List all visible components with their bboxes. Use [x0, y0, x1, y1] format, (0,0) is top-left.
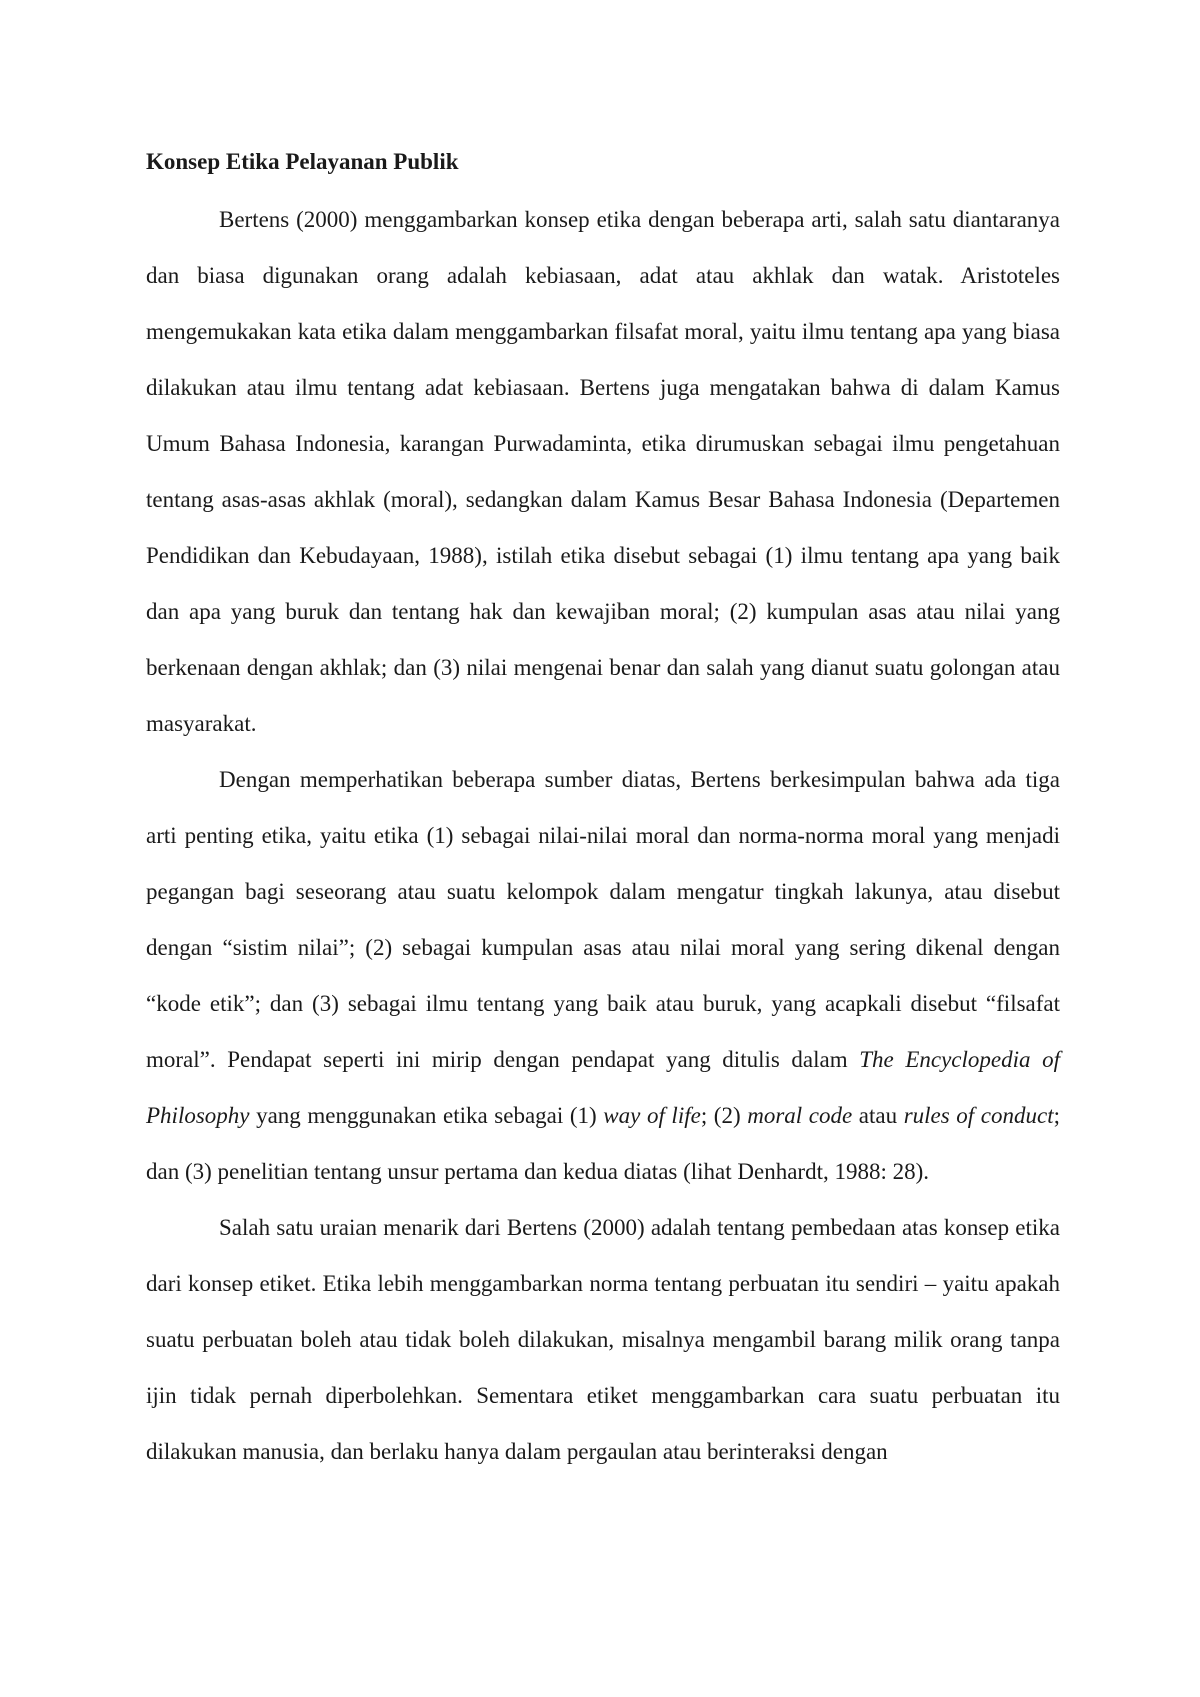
- italic-way-of-life: way of life: [603, 1103, 701, 1128]
- paragraph-1: Bertens (2000) menggambarkan konsep etika dengan beberapa arti, salah satu diantaranya dan biasa digunakan orang adalah kebiasaan, adat atau akhlak dan watak. Aristoteles mengemukakan kata etika dalam menggambarkan filsafat moral, yaitu ilmu tentang apa yang biasa dilakukan atau ilmu tentang adat kebiasaan. Bertens juga mengatakan bahwa di dalam Kamus Umum Bahasa Indonesia, karangan Purwadaminta, etika dirumuskan sebagai ilmu pengetahuan tentang asas-asas akhlak (moral), sedangkan dalam Kamus Besar Bahasa Indonesia (Departemen Pendidikan dan Kebudayaan, 1988), istilah etika disebut sebagai (1) ilmu tentang apa yang baik dan apa yang buruk dan tentang hak dan kewajiban moral; (2) kumpulan asas atau nilai yang berkenaan dengan akhlak; dan (3) nilai mengenai benar dan salah yang dianut suatu golongan atau masyarakat.: [146, 207, 1060, 736]
- paragraph-2-text-1: Dengan memperhatikan beberapa sumber diatas, Bertens berkesimpulan bahwa ada tiga arti penting etika, yaitu etika (1) sebagai nilai-nilai moral dan norma-norma moral yang menjadi pegangan bagi seseorang atau suatu kelompok dalam mengatur tingkah lakunya, atau disebut dengan “sistim nilai”; (2) sebagai kumpulan asas atau nilai moral yang sering dikenal dengan “kode etik”; dan (3) sebagai ilmu tentang yang baik atau buruk, yang acapkali disebut “filsafat moral”. Pendapat seperti ini mirip dengan pendapat yang ditulis dalam: [146, 767, 1060, 1072]
- paragraph-3: Salah satu uraian menarik dari Bertens (2000) adalah tentang pembedaan atas konsep etika dari konsep etiket. Etika lebih menggambarkan norma tentang perbuatan itu sendiri – yaitu apakah suatu perbuatan boleh atau tidak boleh dilakukan, misalnya mengambil barang milik orang tanpa ijin tidak pernah diperbolehkan. Sementara etiket menggambarkan cara suatu perbuatan itu dilakukan manusia, dan berlaku hanya dalam pergaulan atau berinteraksi dengan: [146, 1215, 1060, 1464]
- paragraph-2-text-4: atau: [852, 1103, 904, 1128]
- italic-moral-code: moral code: [747, 1103, 853, 1128]
- paragraph-2-text-5: ; dan (3) penelitian tentang unsur pertama dan kedua diatas (lihat Denhardt, 1988: 28).: [146, 1103, 1060, 1184]
- paragraph-2: [146, 752, 1060, 1200]
- paragraph-2-text-3: ; (2): [700, 1103, 748, 1128]
- section-heading: Konsep Etika Pelayanan Publik: [146, 149, 459, 174]
- paragraph-2-text-2: yang menggunakan etika sebagai (1): [249, 1103, 604, 1128]
- italic-rules-of-conduct: rules of conduct: [903, 1103, 1054, 1128]
- italic-encyclopedia-title: The Encyclopedia of Philosophy: [146, 1047, 1060, 1128]
- document-body: [146, 138, 1060, 1480]
